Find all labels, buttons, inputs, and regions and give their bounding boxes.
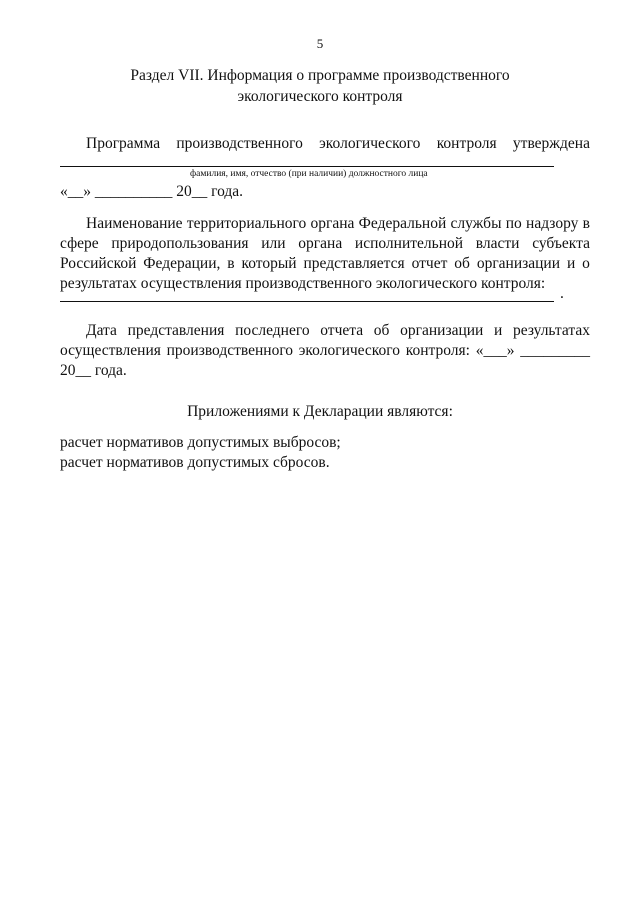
authority-word: который: [241, 255, 297, 272]
authority-word: об: [454, 255, 470, 272]
report-word: результатах: [513, 322, 590, 339]
attachment-item: расчет нормативов допустимых выбросов;: [60, 434, 341, 451]
program-word: утверждена: [512, 135, 590, 152]
program-approved-line: [86, 134, 590, 154]
authority-word: организации: [476, 255, 561, 272]
authority-word: Наименование: [86, 215, 183, 232]
authority-word: службы: [450, 215, 502, 232]
authority-word: или: [261, 235, 286, 252]
program-word: производственного: [176, 135, 303, 152]
page-number: 5: [316, 36, 324, 51]
authority-word: сфере: [60, 235, 99, 252]
report-word: и: [494, 322, 503, 339]
program-word: контроля: [436, 135, 497, 152]
program-word: экологического: [319, 135, 421, 152]
authority-word: власти: [475, 235, 520, 252]
authority-word: в: [582, 215, 590, 232]
report-word: Дата: [86, 322, 117, 339]
authority-word: о: [582, 255, 590, 272]
report-date-line-2: [60, 341, 590, 361]
authority-word: по: [505, 215, 522, 232]
official-name-field-line: [60, 166, 554, 167]
report-word: производственного: [166, 342, 294, 359]
authority-word: Российской: [60, 255, 137, 272]
report-word: экологического: [298, 342, 401, 359]
attachment-item: расчет нормативов допустимых сбросов.: [60, 454, 330, 471]
report-word: осуществления: [60, 342, 161, 359]
report-word: последнего: [235, 322, 310, 339]
report-word: _________: [520, 342, 590, 359]
program-word: Программа: [86, 135, 161, 152]
authority-line-2: [60, 234, 590, 254]
authority-line-4: результатах осуществления производственного экологического контроля:: [60, 275, 546, 292]
authority-line-3: [60, 254, 590, 274]
section-title-line-1: Раздел VII. Информация о программе производственного: [130, 67, 510, 84]
report-word: организации: [400, 322, 484, 339]
report-word: представления: [127, 322, 225, 339]
authority-word: органа: [298, 235, 343, 252]
authority-word: в: [227, 255, 235, 272]
report-word: отчета: [320, 322, 364, 339]
report-word: контроля:: [405, 342, 470, 359]
authority-word: исполнительной: [354, 235, 464, 252]
authority-word: надзору: [526, 215, 579, 232]
program-approval-date: «__» __________ 20__ года.: [60, 183, 244, 200]
authority-word: Федеральной: [358, 215, 447, 232]
official-name-caption: фамилия, имя, отчество (при наличии) должностного лица: [190, 169, 428, 179]
authority-word: природопользования: [111, 235, 249, 252]
authority-word: территориального: [186, 215, 307, 232]
report-date-line-3: 20__ года.: [60, 362, 127, 379]
authority-word: и: [566, 255, 576, 272]
authority-word: представляется: [303, 255, 405, 272]
report-word: «___»: [475, 342, 515, 359]
authority-line-1: [86, 214, 590, 234]
authority-word: органа: [310, 215, 355, 232]
authority-word: отчет: [411, 255, 448, 272]
report-date-line-1: [86, 321, 590, 341]
report-word: об: [373, 322, 390, 339]
authority-word: Федерации,: [143, 255, 221, 272]
attachments-heading: Приложениями к Декларации являются:: [187, 403, 453, 420]
authority-name-field-line: [60, 301, 554, 302]
authority-line-end-period: .: [560, 285, 564, 302]
section-title-line-2: экологического контроля: [237, 88, 403, 105]
authority-word: субъекта: [532, 235, 590, 252]
